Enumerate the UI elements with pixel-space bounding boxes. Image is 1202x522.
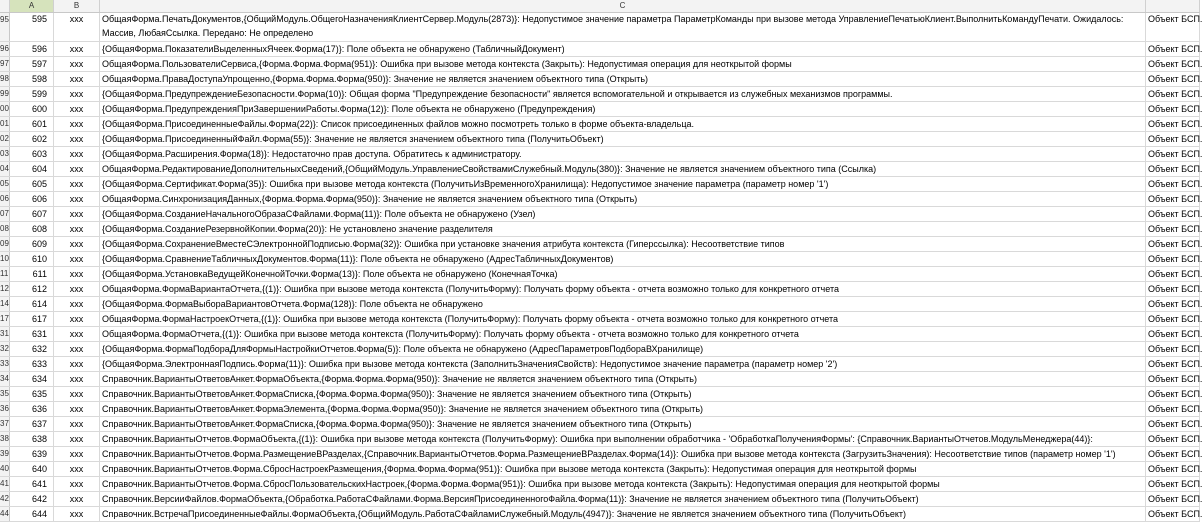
cell-a[interactable]: 607 — [10, 207, 54, 221]
cell-d[interactable]: Объект БСП. — [1148, 299, 1202, 309]
cell-a[interactable]: 597 — [10, 57, 54, 71]
table-row — [0, 72, 1200, 87]
cell-b[interactable]: xxx — [54, 357, 100, 371]
row-header[interactable]: 06 — [0, 192, 10, 206]
cell-d[interactable]: Объект БСП. — [1148, 194, 1202, 204]
cell-b[interactable]: xxx — [54, 147, 100, 161]
row-header[interactable]: 99 — [0, 87, 10, 101]
table-row — [0, 312, 1200, 327]
cell-b[interactable]: xxx — [54, 477, 100, 491]
cell-c[interactable]: {ОбщаяФорма.СозданиеНачальногоОбразаСФайлами.Форма(11)}: Поле объекта не обнаружено (Узел) — [100, 207, 1146, 221]
row-header[interactable]: 02 — [0, 132, 10, 146]
cell-c[interactable]: {ОбщаяФорма.ФормаПодбораДляФормыНастройкиОтчетов.Форма(5)}: Поле объекта не обнаружено (АдресПараметровПодбораВХранилище) — [100, 342, 1146, 356]
cell-c[interactable]: Справочник.ВариантыОтчетов.ФормаОбъекта,{(1)}: Ошибка при вызове метода контекста (ПолучитьФорму): Ошибка при выполнении обработчика - 'ОбработкаПолученияФормы': {Справочник.ВариантыОтчетов.МодульМенеджера(44)}: — [100, 432, 1146, 446]
cell-c[interactable]: Справочник.ВариантыОтветовАнкет.ФормаОбъекта,{Форма.Форма.Форма(950)}: Значение не является значением объектного типа (Открыть) — [100, 372, 1146, 386]
cell-c[interactable]: Справочник.ВстречаПрисоединенныеФайлы.ФормаОбъекта,{ОбщийМодуль.РаботаСФайламиСлужебный.Модуль(4947)}: Значение не является значением объектного типа (ПолучитьОбъект) — [100, 507, 1146, 521]
row-header[interactable]: 31 — [0, 327, 10, 341]
row-header[interactable]: 96 — [0, 42, 10, 56]
cell-a[interactable]: 595 — [10, 13, 54, 41]
table-row — [0, 267, 1200, 282]
cell-c[interactable]: Справочник.ВариантыОтветовАнкет.ФормаСписка,{Форма.Форма.Форма(950)}: Значение не является значением объектного типа (Открыть) — [100, 387, 1146, 401]
cell-d[interactable]: Объект БСП. — [1148, 389, 1202, 399]
cell-d[interactable]: Объект БСП. — [1148, 149, 1202, 159]
table-row — [0, 237, 1200, 252]
cell-a[interactable]: 644 — [10, 507, 54, 521]
table-row — [0, 507, 1200, 522]
cell-d[interactable]: Объект БСП. — [1148, 239, 1202, 249]
cell-b[interactable]: xxx — [54, 13, 100, 41]
cell-c[interactable]: {ОбщаяФорма.СравнениеТабличныхДокументов.Форма(11)}: Поле объекта не обнаружено (АдресТабличныхДокументов) — [100, 252, 1146, 266]
cell-a[interactable]: 614 — [10, 297, 54, 311]
row-header[interactable]: 32 — [0, 342, 10, 356]
cell-b[interactable]: xxx — [54, 417, 100, 431]
cell-a[interactable]: 603 — [10, 147, 54, 161]
cell-b[interactable]: xxx — [54, 492, 100, 506]
table-row — [0, 432, 1200, 447]
table-row — [0, 102, 1200, 117]
table-row — [0, 222, 1200, 237]
cell-a[interactable]: 641 — [10, 477, 54, 491]
cell-d[interactable]: Объект БСП. — [1148, 89, 1202, 99]
cell-c[interactable]: ОбщаяФорма.ПраваДоступаУпрощенно,{Форма.Форма.Форма(950)}: Значение не является значением объектного типа (Открыть) — [100, 72, 1146, 86]
cell-d[interactable]: Объект БСП. — [1148, 284, 1202, 294]
cell-c[interactable]: Справочник.ВариантыОтветовАнкет.ФормаЭлемента,{Форма.Форма.Форма(950)}: Значение не является значением объектного типа (Открыть) — [100, 402, 1146, 416]
cell-d[interactable]: Объект БСП. — [1148, 374, 1202, 384]
cell-b[interactable]: xxx — [54, 312, 100, 326]
cell-a[interactable]: 601 — [10, 117, 54, 131]
row-header[interactable]: 44 — [0, 507, 10, 521]
cell-a[interactable]: 598 — [10, 72, 54, 86]
row-header[interactable]: 35 — [0, 387, 10, 401]
cell-a[interactable]: 631 — [10, 327, 54, 341]
row-header[interactable]: 11 — [0, 267, 10, 281]
cell-a[interactable]: 608 — [10, 222, 54, 236]
cell-a[interactable]: 612 — [10, 282, 54, 296]
row-header[interactable]: 08 — [0, 222, 10, 236]
row-header[interactable]: 10 — [0, 252, 10, 266]
cell-a[interactable]: 635 — [10, 387, 54, 401]
cell-d[interactable]: Объект БСП. — [1148, 224, 1202, 234]
cell-d[interactable]: Объект БСП. — [1148, 359, 1202, 369]
cell-c[interactable]: {ОбщаяФорма.ПрисоединенныйФайл.Форма(55)}: Значение не является значением объектного типа (ПолучитьОбъект) — [100, 132, 1146, 146]
table-row — [0, 147, 1200, 162]
table-row — [0, 252, 1200, 267]
row-header[interactable]: 03 — [0, 147, 10, 161]
cell-a[interactable]: 604 — [10, 162, 54, 176]
cell-d[interactable]: Объект БСП. — [1148, 329, 1202, 339]
cell-c[interactable]: ОбщаяФорма.ФормаОтчета,{(1)}: Ошибка при вызове метода контекста (ПолучитьФорму): Получать форму объекта - отчета возможно только для конкретного отчета — [100, 327, 1146, 341]
table-row — [0, 462, 1200, 477]
cell-b[interactable]: xxx — [54, 72, 100, 86]
cell-d[interactable]: Объект БСП. — [1148, 479, 1202, 489]
cell-b[interactable]: xxx — [54, 57, 100, 71]
row-header[interactable]: 00 — [0, 102, 10, 116]
cell-c[interactable]: Справочник.ВариантыОтчетов.Форма.СбросПользовательскихНастроек,{Форма.Форма.Форма(951)}: Ошибка при вызове метода контекста (Закрыть): Недопустимая операция для неоткрытой формы — [100, 477, 1146, 491]
row-header[interactable]: 39 — [0, 447, 10, 461]
cell-c[interactable]: {ОбщаяФорма.УстановкаВедущейКонечнойТочки.Форма(13)}: Поле объекта не обнаружено (КонечнаяТочка) — [100, 267, 1146, 281]
cell-a[interactable]: 640 — [10, 462, 54, 476]
table-row — [0, 87, 1200, 102]
cell-a[interactable]: 610 — [10, 252, 54, 266]
cell-c[interactable]: {ОбщаяФорма.ПредупрежденияПриЗавершенииРаботы.Форма(12)}: Поле объекта не обнаружено (Предупреждения) — [100, 102, 1146, 116]
table-row — [0, 492, 1200, 507]
cell-b[interactable]: xxx — [54, 117, 100, 131]
cell-c[interactable]: {ОбщаяФорма.Расширения.Форма(18)}: Недостаточно прав доступа. Обратитесь к администратору. — [100, 147, 1146, 161]
cell-d[interactable]: Объект БСП. — [1148, 509, 1202, 519]
cell-a[interactable]: 638 — [10, 432, 54, 446]
cell-d[interactable]: Объект БСП. — [1148, 494, 1202, 504]
cell-b[interactable]: xxx — [54, 192, 100, 206]
cell-a[interactable]: 617 — [10, 312, 54, 326]
cell-c[interactable]: {ОбщаяФорма.ПрисоединенныеФайлы.Форма(22)}: Список присоединенных файлов можно посмотреть только в форме объекта-владельца. — [100, 117, 1146, 131]
cell-d[interactable]: Объект БСП. — [1148, 59, 1202, 69]
cell-a[interactable]: 632 — [10, 342, 54, 356]
cell-a[interactable]: 637 — [10, 417, 54, 431]
cell-b[interactable]: xxx — [54, 432, 100, 446]
grid-rows — [0, 13, 1200, 522]
table-row — [0, 42, 1200, 57]
cell-b[interactable]: xxx — [54, 237, 100, 251]
cell-d[interactable]: Объект БСП. — [1148, 404, 1202, 414]
table-row — [0, 417, 1200, 432]
column-header-b[interactable]: B — [54, 0, 100, 12]
cell-b[interactable]: xxx — [54, 87, 100, 101]
cell-b[interactable]: xxx — [54, 42, 100, 56]
row-header[interactable]: 36 — [0, 402, 10, 416]
cell-a[interactable]: 634 — [10, 372, 54, 386]
cell-b[interactable]: xxx — [54, 267, 100, 281]
cell-d[interactable]: Объект БСП. — [1148, 269, 1202, 279]
cell-b[interactable]: xxx — [54, 162, 100, 176]
cell-c[interactable]: Справочник.ВариантыОтветовАнкет.ФормаСписка,{Форма.Форма.Форма(950)}: Значение не является значением объектного типа (Открыть) — [100, 417, 1146, 431]
cell-a[interactable]: 596 — [10, 42, 54, 56]
cell-d[interactable]: Объект БСП. — [1148, 344, 1202, 354]
cell-c[interactable]: {ОбщаяФорма.ПоказателиВыделенныхЯчеек.Форма(17)}: Поле объекта не обнаружено (ТабличныйДокумент) — [100, 42, 1146, 56]
cell-d[interactable]: Объект БСП. — [1148, 209, 1202, 219]
column-header-d[interactable] — [1146, 0, 1200, 12]
cell-c[interactable]: {ОбщаяФорма.ФормаВыбораВариантовОтчета.Форма(128)}: Поле объекта не обнаружено — [100, 297, 1146, 311]
row-header[interactable]: 38 — [0, 432, 10, 446]
cell-d[interactable]: Объект БСП. — [1148, 434, 1202, 444]
cell-d[interactable]: Объект БСП. — [1148, 314, 1202, 324]
cell-a[interactable]: 611 — [10, 267, 54, 281]
row-header[interactable]: 05 — [0, 177, 10, 191]
cell-b[interactable]: xxx — [54, 207, 100, 221]
column-header-bar — [0, 0, 1200, 13]
cell-c[interactable]: ОбщаяФорма.ФормаВариантаОтчета,{(1)}: Ошибка при вызове метода контекста (ПолучитьФорму): Получать форму объекта - отчета возможно только для конкретного отчета — [100, 282, 1146, 296]
cell-a[interactable]: 602 — [10, 132, 54, 146]
cell-d[interactable]: Объект БСП. — [1148, 449, 1202, 459]
table-row — [0, 387, 1200, 402]
cell-a[interactable]: 636 — [10, 402, 54, 416]
cell-d[interactable]: Объект БСП. — [1148, 254, 1202, 264]
cell-b[interactable]: xxx — [54, 507, 100, 521]
row-header[interactable]: 98 — [0, 72, 10, 86]
cell-a[interactable]: 599 — [10, 87, 54, 101]
cell-d[interactable]: Объект БСП. — [1148, 74, 1202, 84]
row-header[interactable]: 40 — [0, 462, 10, 476]
cell-d[interactable]: Объект БСП. — [1148, 164, 1202, 174]
row-header[interactable]: 01 — [0, 117, 10, 131]
cell-b[interactable]: xxx — [54, 222, 100, 236]
row-header[interactable]: 34 — [0, 372, 10, 386]
cell-a[interactable]: 642 — [10, 492, 54, 506]
table-row — [0, 297, 1200, 312]
cell-c[interactable]: {ОбщаяФорма.СохранениеВместеСЭлектроннойПодписью.Форма(32)}: Ошибка при установке значения атрибута контекста (Гиперссылка): Несоответствие типов — [100, 237, 1146, 251]
column-header-c[interactable]: C — [100, 0, 1146, 12]
table-row — [0, 402, 1200, 417]
cell-a[interactable]: 639 — [10, 447, 54, 461]
cell-c[interactable]: ОбщаяФорма.СинхронизацияДанных,{Форма.Форма.Форма(950)}: Значение не является значением объектного типа (Открыть) — [100, 192, 1146, 206]
cell-c[interactable]: ОбщаяФорма.ПечатьДокументов,{ОбщийМодуль.ОбщегоНазначенияКлиентСервер.Модуль(2873)}: Недопустимое значение параметра ПараметрКоманды при вызове метода УправлениеПечатьюКлиент.ВыполнитьКомандуПечати. Ожидалось: Массив, ЛюбаяСсылка. Передано: Не определено — [100, 13, 1146, 41]
cell-b[interactable]: xxx — [54, 132, 100, 146]
cell-b[interactable]: xxx — [54, 447, 100, 461]
cell-d[interactable]: Объект БСП. — [1148, 419, 1202, 429]
table-row — [0, 192, 1200, 207]
table-row — [0, 57, 1200, 72]
table-row — [0, 357, 1200, 372]
cell-c[interactable]: ОбщаяФорма.РедактированиеДополнительныхСведений,{ОбщийМодуль.УправлениеСвойствамиСлужебный.Модуль(380)}: Значение не является значением объектного типа (Ссылка) — [100, 162, 1146, 176]
cell-c[interactable]: {ОбщаяФорма.ЭлектроннаяПодпись.Форма(11)}: Ошибка при вызове метода контекста (ЗаполнитьЗначенияСвойств): Недопустимое значение параметра (параметр номер '2') — [100, 357, 1146, 371]
cell-a[interactable]: 633 — [10, 357, 54, 371]
row-header[interactable]: 97 — [0, 57, 10, 71]
table-row — [0, 282, 1200, 297]
cell-d[interactable]: Объект БСП. — [1148, 44, 1202, 54]
cell-b[interactable]: xxx — [54, 327, 100, 341]
cell-a[interactable]: 605 — [10, 177, 54, 191]
cell-b[interactable]: xxx — [54, 462, 100, 476]
table-row — [0, 342, 1200, 357]
cell-b[interactable]: xxx — [54, 252, 100, 266]
row-header[interactable]: 09 — [0, 237, 10, 251]
row-header[interactable]: 04 — [0, 162, 10, 176]
cell-b[interactable]: xxx — [54, 372, 100, 386]
cell-d[interactable]: Объект БСП. — [1148, 119, 1202, 129]
cell-b[interactable]: xxx — [54, 387, 100, 401]
table-row — [0, 327, 1200, 342]
cell-b[interactable]: xxx — [54, 402, 100, 416]
table-row — [0, 132, 1200, 147]
cell-c[interactable]: ОбщаяФорма.ПользователиСервиса,{Форма.Форма.Форма(951)}: Ошибка при вызове метода контекста (Закрыть): Недопустимая операция для неоткрытой формы — [100, 57, 1146, 71]
cell-c[interactable]: Справочник.ВариантыОтчетов.Форма.СбросНастроекРазмещения,{Форма.Форма.Форма(951)}: Ошибка при вызове метода контекста (Закрыть): Недопустимая операция для неоткрытой формы — [100, 462, 1146, 476]
cell-b[interactable]: xxx — [54, 297, 100, 311]
cell-c[interactable]: {ОбщаяФорма.СозданиеРезервнойКопии.Форма(20)}: Не установлено значение разделителя — [100, 222, 1146, 236]
cell-c[interactable]: {ОбщаяФорма.Сертификат.Форма(35)}: Ошибка при вызове метода контекста (ПолучитьИзВременногоХранилища): Недопустимое значение параметра (параметр номер '1') — [100, 177, 1146, 191]
cell-d[interactable]: Объект БСП. — [1148, 179, 1202, 189]
row-header[interactable]: 42 — [0, 492, 10, 506]
select-all-corner[interactable] — [0, 0, 10, 12]
cell-d[interactable]: Объект БСП. — [1148, 134, 1202, 144]
cell-b[interactable]: xxx — [54, 102, 100, 116]
row-header[interactable]: 14 — [0, 297, 10, 311]
cell-b[interactable]: xxx — [54, 342, 100, 356]
row-header[interactable]: 95 — [0, 13, 10, 41]
cell-d[interactable]: Объект БСП. — [1148, 464, 1202, 474]
cell-b[interactable]: xxx — [54, 177, 100, 191]
cell-a[interactable]: 609 — [10, 237, 54, 251]
table-row — [0, 177, 1200, 192]
cell-d[interactable]: Объект БСП. — [1146, 13, 1200, 41]
table-row — [0, 162, 1200, 177]
cell-c[interactable]: ОбщаяФорма.ФормаНастроекОтчета,{(1)}: Ошибка при вызове метода контекста (ПолучитьФорму): Получать форму объекта - отчета возможно только для конкретного отчета — [100, 312, 1146, 326]
cell-d[interactable]: Объект БСП. — [1148, 104, 1202, 114]
cell-b[interactable]: xxx — [54, 282, 100, 296]
cell-a[interactable]: 606 — [10, 192, 54, 206]
cell-a[interactable]: 600 — [10, 102, 54, 116]
row-header[interactable]: 37 — [0, 417, 10, 431]
column-header-a[interactable]: A — [10, 0, 54, 12]
table-row — [0, 447, 1200, 462]
table-row — [0, 117, 1200, 132]
row-header[interactable]: 17 — [0, 312, 10, 326]
row-header[interactable]: 33 — [0, 357, 10, 371]
table-row — [0, 372, 1200, 387]
table-row — [0, 207, 1200, 222]
row-header[interactable]: 07 — [0, 207, 10, 221]
row-header[interactable]: 41 — [0, 477, 10, 491]
cell-c[interactable]: Справочник.ВариантыОтчетов.Форма.РазмещениеВРазделах,{Справочник.ВариантыОтчетов.Форма.РазмещениеВРазделах.Форма(14)}: Ошибка при вызове метода контекста (ЗагрузитьЗначения): Несоответствие типов (параметр номер '1') — [100, 447, 1146, 461]
table-row — [0, 477, 1200, 492]
cell-c[interactable]: {ОбщаяФорма.ПредупреждениеБезопасности.Форма(10)}: Общая форма "Предупреждение безопасности" является вспомогательной и открывается из служебных механизмов программы. — [100, 87, 1146, 101]
table-row — [0, 13, 1200, 42]
row-header[interactable]: 12 — [0, 282, 10, 296]
cell-c[interactable]: Справочник.ВерсииФайлов.ФормаОбъекта,{Обработка.РаботаСФайлами.Форма.ВерсияПрисоединенногоФайла.Форма(11)}: Значение не является значением объектного типа (ПолучитьОбъект) — [100, 492, 1146, 506]
